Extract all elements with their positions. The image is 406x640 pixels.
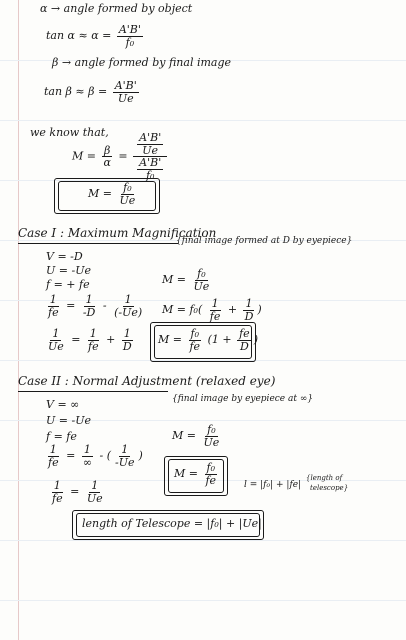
beta-fraction	[113, 80, 139, 104]
alpha-num: A'B'	[118, 23, 141, 36]
case2-underline	[18, 391, 168, 392]
case2-f: f = fe	[46, 430, 77, 443]
case1-v: V = -D	[46, 250, 83, 263]
case2-lens-den2: ∞	[82, 455, 92, 469]
case1-lens-num1: 1	[49, 293, 57, 306]
telescope-length-eq: l = |f₀| + |fe|	[244, 480, 302, 490]
case1-m1	[162, 268, 213, 292]
case1-m1-num: f₀	[197, 267, 206, 280]
beta-over-alpha	[101, 145, 112, 169]
case1-box-in-num: fe	[239, 327, 250, 340]
case2-v: V = ∞	[46, 398, 80, 411]
case1-underline	[18, 243, 178, 244]
case1-box-in-den: D	[239, 339, 249, 353]
case2-box-num: f₀	[206, 461, 216, 474]
case1-res-num3: 1	[123, 327, 131, 340]
case1-m2-den2: D	[244, 309, 254, 323]
case1-box-close: )	[253, 333, 258, 347]
case1-m2-close: )	[257, 303, 262, 317]
compound-top	[137, 132, 163, 156]
case1-m2-plus: +	[227, 303, 238, 317]
case1-lens-eq	[44, 294, 146, 318]
case2-lens-num1: 1	[49, 443, 57, 456]
case1-box-lhs: M =	[158, 333, 182, 347]
tan-alpha-eq	[46, 24, 145, 48]
ruled-line	[0, 540, 406, 541]
case1-m2-den1: fe	[209, 309, 221, 323]
case2-res-num1: 1	[53, 479, 61, 492]
case1-lens-mid: =	[66, 299, 76, 313]
case2-res-den2: Ue	[86, 491, 103, 505]
case2-lens-mid: =	[66, 449, 76, 463]
case2-box-den: fe	[205, 473, 217, 487]
case2-u: U = -Ue	[46, 414, 91, 427]
alpha-fraction	[117, 24, 143, 48]
m-frac-den: α	[103, 156, 111, 170]
case1-lens-num3: 1	[124, 293, 132, 306]
beta-num: A'B'	[114, 79, 137, 92]
final-telescope-length: length of Telescope = |f₀| + |Ue|	[82, 517, 262, 530]
compound-bottom-den: f₀	[145, 168, 155, 182]
case2-box-formula	[174, 462, 220, 486]
case2-res-eq: =	[70, 485, 80, 499]
alpha-definition: α → angle formed by object	[40, 2, 193, 15]
box1-den: Ue	[119, 193, 136, 207]
case2-m1-den: Ue	[203, 435, 220, 449]
case2-lens-num2: 1	[83, 443, 91, 456]
ruled-line	[0, 600, 406, 601]
box1-lhs: M =	[88, 187, 112, 201]
case1-box-num: f₀	[190, 327, 200, 340]
case2-m1-num: f₀	[207, 423, 216, 436]
case1-lens-den3: (-Ue)	[114, 305, 143, 319]
case1-box-den: fe	[189, 339, 201, 353]
ruled-line	[0, 120, 406, 121]
beta-den: Ue	[117, 91, 134, 105]
case1-res-den3: D	[122, 339, 132, 353]
beta-definition: β → angle formed by final image	[52, 56, 232, 69]
case1-m2	[162, 298, 262, 322]
compound-bottom-num: A'B'	[139, 156, 162, 170]
case1-res-plus: +	[106, 333, 116, 347]
compound-top-den: Ue	[142, 143, 159, 157]
case2-lens-paren-num: 1	[121, 443, 129, 456]
case1-res-num1: 1	[52, 327, 60, 340]
case1-m1-den: Ue	[193, 279, 210, 293]
margin-line	[18, 0, 19, 640]
case1-res-num2: 1	[89, 327, 97, 340]
case1-heading: Case I : Maximum Magnification	[18, 226, 217, 240]
case1-f: f = + fe	[46, 278, 90, 291]
case1-res-den2: fe	[88, 339, 99, 353]
case1-note: {final image formed at D by eyepiece}	[176, 236, 353, 246]
case1-m1-lhs: M =	[162, 273, 186, 287]
case2-res-den1: fe	[52, 491, 63, 505]
case1-m2-num2: 1	[245, 297, 253, 310]
case1-lens-den1: fe	[48, 305, 59, 319]
length-note-1: {length of	[306, 474, 343, 482]
case1-lens-num2: 1	[85, 293, 93, 306]
length-note-2: telescope}	[310, 484, 349, 492]
box1-num: f₀	[123, 181, 132, 194]
case2-lens-den1: fe	[48, 455, 59, 469]
case1-m2-lhs: M = f₀	[162, 303, 198, 317]
case1-lens-den2: -D	[82, 305, 96, 319]
m-lhs: M =	[72, 149, 96, 163]
m-mid-eq: =	[118, 149, 128, 163]
case2-m1	[172, 424, 223, 448]
case2-lens-paren-den: -Ue	[115, 455, 135, 469]
case1-box-open: (1 +	[207, 333, 232, 347]
we-know-that: we know that,	[30, 126, 109, 139]
case2-lens-minus: -	[99, 449, 104, 463]
box1-fraction	[117, 182, 137, 206]
case1-res-eq: =	[71, 333, 81, 347]
case2-res-num2: 1	[91, 479, 99, 492]
tan-beta-lhs: tan β ≈ β =	[44, 85, 108, 99]
case1-lens-minus: -	[102, 299, 107, 313]
case2-box-lhs: M =	[174, 467, 198, 481]
case2-note: {final image by eyepiece at ∞}	[172, 394, 314, 404]
tan-alpha-lhs: tan α ≈ α =	[46, 29, 112, 43]
case2-heading: Case II : Normal Adjustment (relaxed eye)	[18, 374, 276, 388]
tan-beta-eq	[44, 80, 141, 104]
case2-result-eq	[48, 480, 107, 504]
box1-formula	[88, 182, 139, 206]
case2-m1-lhs: M =	[172, 429, 196, 443]
case2-lens-eq: $\frac{1}{fe}$ = $\frac{1}{\infty}$ - ( $\frac{1}{-Ue}$ )	[48, 443, 143, 469]
case1-box-formula	[158, 328, 258, 352]
case1-result-eq	[44, 328, 136, 352]
case1-res-den1: Ue	[48, 339, 64, 353]
compound-top-num: A'B'	[139, 131, 162, 144]
case1-m2-num1: 1	[211, 297, 219, 310]
alpha-den: f₀	[125, 35, 135, 49]
magnification-derivation	[72, 132, 169, 181]
case1-m2-open: (	[197, 303, 203, 317]
compound-fraction	[133, 132, 167, 181]
m-frac-num: β	[104, 143, 111, 157]
case1-u: U = -Ue	[46, 264, 91, 277]
